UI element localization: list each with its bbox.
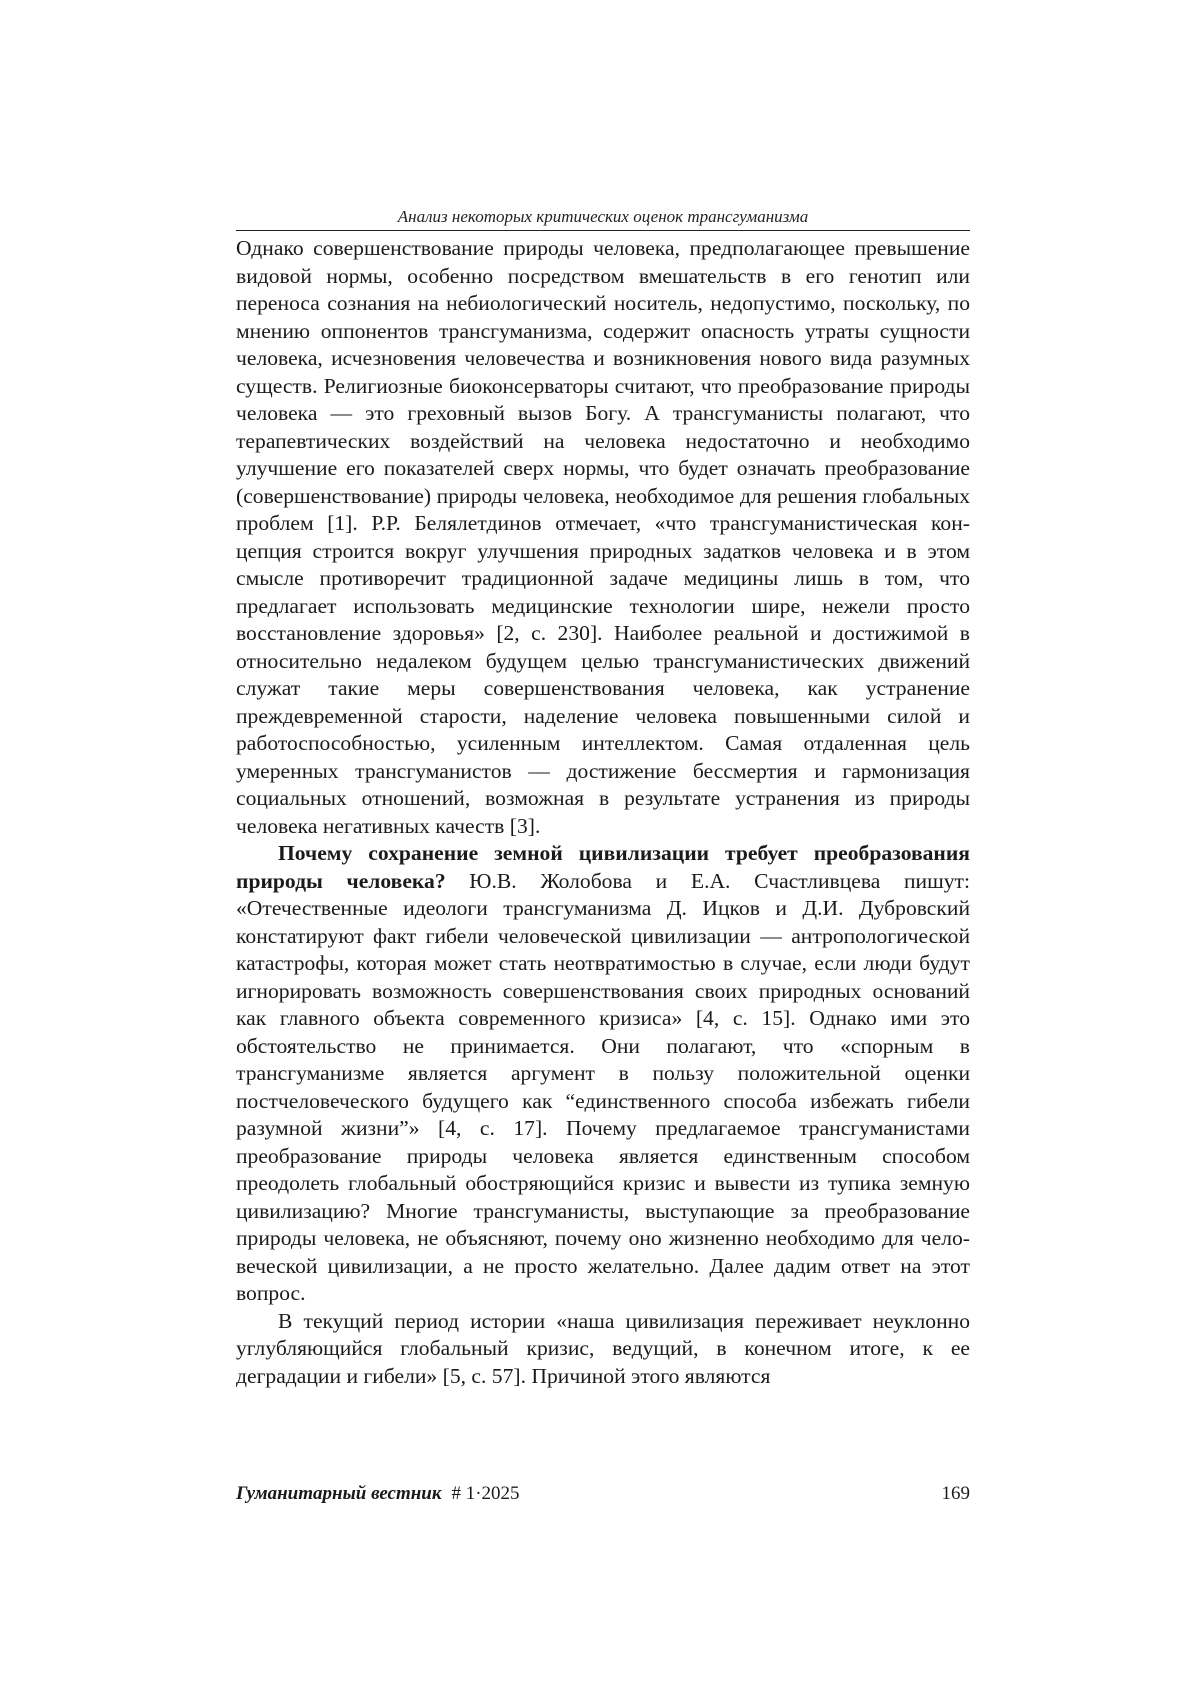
page-footer [236,1482,970,1506]
journal-title: Гуманитарный вестник [236,1483,442,1504]
page-number: 169 [941,1483,970,1504]
section-question-heading: Почему сохранение земной цивилизации требует преобразования природы человека? [236,841,970,893]
issue-number: # 1·2025 [451,1483,520,1504]
page-content [236,206,970,1390]
running-header: Анализ некоторых критических оценок трансгуманизма [236,206,970,231]
journal-info [236,1482,520,1506]
paragraph: Однако совершенствование природы человека, предполагающее превышение видовой нормы, особенно посредством вмешательств в его генотип или переноса сознания на небиологический носитель, недопустимо, поскольку, по мнению оппонентов трансгуманизма, содержит опасность утраты сущности человека, исчезновения человечества и возникновения нового вида разумных существ. Религиозные биоконсерваторы считают, что преобразование природы человека — это греховный вызов Богу. А трансгуманисты полагают, что терапевтических воздействий на человека недостаточно и необходимо улучшение его показателей сверх нормы, что будет означать преобразование (совершенствование) природы человека, необходимое для решения глобальных проблем [1]. Р.Р. Белялетдинов отмечает, «что трансгуманистическая концепция строится вокруг улучшения природных задатков человека и в этом смысле противоречит традиционной задаче медицины лишь в том, что предлагает использовать медицинские технологии шире, нежели просто восстановление здоровья» [2, с. 230]. Наиболее реальной и достижимой в относительно недалеком будущем целью трансгуманистических движений служат такие меры совершенствования человека, как устранение преждевременной старости, наделение человека повышенными силой и работоспособностью, усиленным интеллектом. Самая отдаленная цель умеренных трансгуманистов — достижение бессмертия и гармонизация социальных отношений, возможная в результате устранения из природы человека негативных качеств [3]. [236,236,970,838]
paragraph-text: Ю.В. Жолобова и Е.А. Счастливцева пишут: «Отечественные идеологи трансгуманизма Д. Ицков и Д.И. Дубровский констатируют факт гибели человеческой цивилизации — антропологической катастрофы, которая может стать неотвратимостью в случае, если люди будут игнорировать возможность совершенствования своих природных оснований как главного объекта современного кризиса» [4, с. 15]. Однако ими это обстоятельство не принимается. Они полагают, что «спорным в трансгуманизме является аргумент в пользу положительной оценки постчеловеческого будущего как “единственного способа избежать гибели разумной жизни”» [4, с. 17]. Почему предлагаемое трансгуманистами преобразование природы человека является единственным способом преодолеть глобальный обостряющийся кризис и вывести из тупика земную цивилизацию? Многие трансгуманисты, выступающие за преобразование природы человека, не объясняют, почему оно жизненно необходимо для человеческой цивилизации, а не просто желательно. Далее дадим ответ на этот вопрос. [236,868,970,1305]
article-body [236,235,970,1390]
paragraph [236,840,970,1308]
paragraph: В текущий период истории «наша цивилизация переживает неуклонно углубляющийся глобальный кризис, ведущий, в конечном итоге, к ее деградации и гибели» [5, с. 57]. Причиной этого являются [236,1308,970,1388]
